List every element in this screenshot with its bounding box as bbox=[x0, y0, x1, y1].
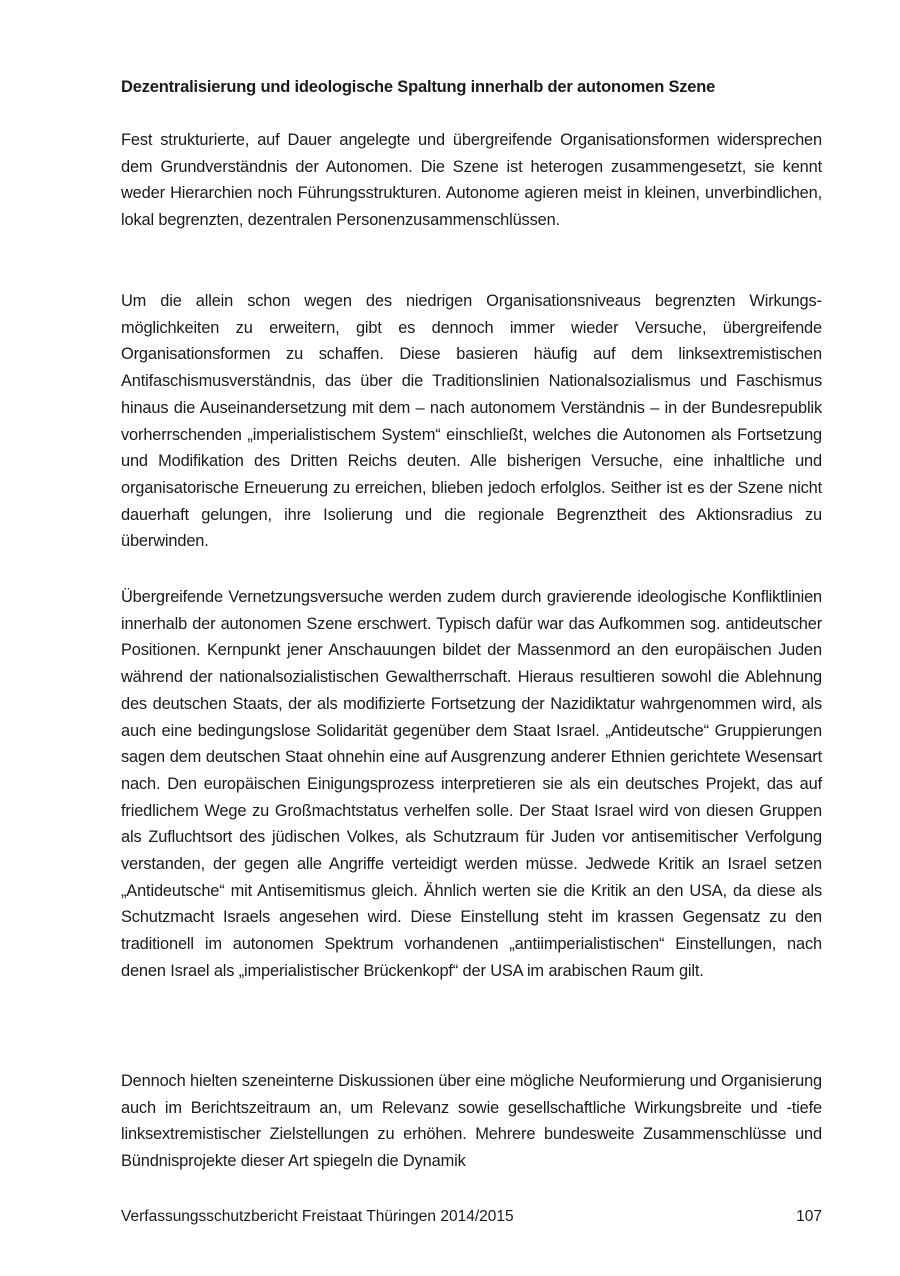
paragraph-4: Dennoch hielten szeneinterne Diskussionen über eine mögliche Neuformierung und Organisierung auch im Berichtszeitraum an, um Relevanz sowie gesellschaftliche Wirkungsbreite und -tiefe linksextremistischer Zielstellungen zu erhöhen. Mehrere bundesweite Zusammenschlüsse und Bündnisprojekte dieser Art spiegeln die Dynamik bbox=[121, 1072, 822, 1171]
paragraph-3: Übergreifende Vernetzungsversuche werden zudem durch gravierende ideologische Konfliktlinien innerhalb der autonomen Szene erschwert. Typisch dafür war das Aufkommen sog. antideutscher Positionen. Kernpunkt jener Anschauungen bildet der Massenmord an den europäischen Juden während der nationalsozialistischen Gewaltherrschaft. Hieraus resultieren sowohl die Ablehnung des deutschen Staats, der als modifizierte Fortsetzung der Nazidiktatur wahrgenommen wird, als auch eine bedingungslose Solidarität gegenüber dem Staat Israel. „Antideutsche“ Gruppierungen sagen dem deutschen Staat ohnehin eine auf Ausgrenzung anderer Ethnien gerichtete Wesensart nach. Den europäischen Einigungsprozess interpretieren sie als ein deutsches Projekt, das auf friedlichem Wege zu Großmachtstatus verhelfen solle. Der Staat Israel wird von diesen Gruppen als Zufluchtsort des jüdischen Volkes, als Schutzraum für Juden vor antisemitischer Verfolgung verstanden, der gegen alle Angriffe verteidigt werden müsse. Jedwede Kritik an Israel setzen „Antideutsche“ mit Antisemitismus gleich. Ähnlich werten sie die Kritik an den USA, da diese als Schutzmacht Israels angesehen wird. Diese Einstellung steht im krassen Gegensatz zu den traditionell im autonomen Spektrum vorhandenen „antiimperialistischen“ Einstellungen, nach denen Israel als „imperialistischer Brückenkopf“ der USA im arabischen Raum gilt. bbox=[121, 588, 822, 980]
page-number: 107 bbox=[796, 1208, 822, 1225]
section-heading: Dezentralisierung und ideologische Spaltung innerhalb der autonomen Szene bbox=[121, 78, 716, 96]
footer-publication-title: Verfassungsschutzbericht Freistaat Thüringen 2014/2015 bbox=[121, 1208, 514, 1225]
page-footer bbox=[121, 1205, 822, 1229]
paragraph-1: Fest strukturierte, auf Dauer angelegte und übergreifende Organisationsformen widersprechen dem Grundverständnis der Autonomen. Die Szene ist heterogen zusammengesetzt, sie kennt weder Hierarchien noch Führungsstrukturen. Autonome agieren meist in kleinen, unverbindlichen, lokal begrenzten, dezentralen Personenzusammenschlüssen. bbox=[121, 131, 822, 230]
paragraph-2: Um die allein schon wegen des niedrigen Organisationsniveaus begrenzten Wirkungsmöglichkeiten zu erweitern, gibt es dennoch immer wieder Versuche, übergreifende Organisationsformen zu schaffen. Diese basieren häufig auf dem linksextremistischen Antifaschismusverständnis, das über die Traditionslinien Nationalsozialismus und Faschismus hinaus die Auseinandersetzung mit dem – nach autonomem Verständnis – in der Bundesrepublik vorherrschenden „imperialistischem System“ einschließt, welches die Autonomen als Fortsetzung und Modifikation des Dritten Reichs deuten. Alle bisherigen Versuche, eine inhaltliche und organisatorische Erneuerung zu erreichen, blieben jedoch erfolglos. Seither ist es der Szene nicht dauerhaft gelungen, ihre Isolierung und die regionale Begrenztheit des Aktionsradius zu überwinden. bbox=[121, 292, 822, 551]
